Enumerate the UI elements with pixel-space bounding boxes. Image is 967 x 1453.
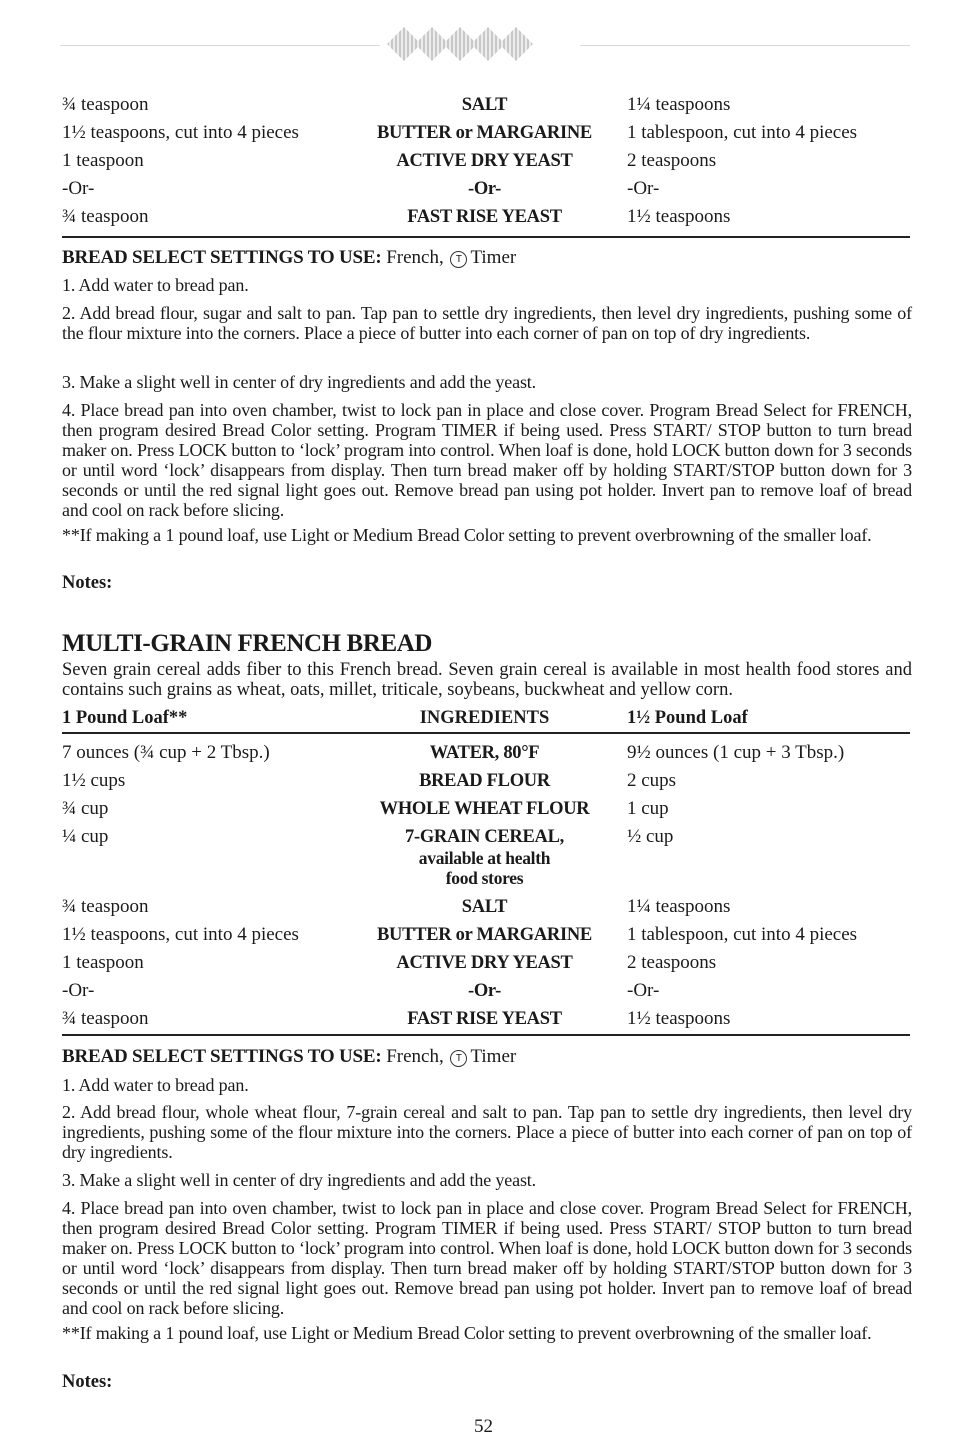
settings-value: French, <box>386 1046 444 1067</box>
small-loaf-amount: ¾ teaspoon <box>62 206 149 227</box>
large-loaf-amount: 2 teaspoons <box>627 150 717 171</box>
recipe-title: MULTI-GRAIN FRENCH BREAD <box>62 630 433 657</box>
loaf-note: **If making a 1 pound loaf, use Light or Medium Bread Color setting to prevent overbrowning of the smaller loaf. <box>62 1323 872 1343</box>
timer-icon: T <box>450 1050 467 1067</box>
small-loaf-amount: ¼ cup <box>62 826 109 847</box>
small-loaf-amount: 7 ounces (¾ cup + 2 Tbsp.) <box>62 742 270 763</box>
ingredient-table-continued <box>62 91 910 231</box>
large-loaf-amount: -Or- <box>627 178 660 199</box>
small-loaf-amount: -Or- <box>62 980 95 1001</box>
small-loaf-amount: ¾ cup <box>62 798 109 819</box>
step-4: 4. Place bread pan into oven chamber, twist to lock pan in place and close cover. Program Bread Select for FRENCH, then program desired Bread Color setting. Program TIMER if being used. Press START/ STOP button to turn bread maker on. Press LOCK button to ‘lock’ program into control. When loaf is done, hold LOCK button down for 3 seconds or until word ‘lock’ disappears from display. Then turn bread maker off by holding START/STOP button down for 3 seconds or until the red signal light goes out. Remove bread pan using pot holder. Invert pan to remove loaf of bread and cool on rack before slicing. <box>62 1198 912 1318</box>
header-large-loaf: 1½ Pound Loaf <box>627 708 748 728</box>
settings-label: BREAD SELECT SETTINGS TO USE: <box>62 1046 382 1067</box>
table-row <box>62 921 910 949</box>
bread-select-settings <box>62 1046 912 1068</box>
small-loaf-amount: ¾ teaspoon <box>62 1008 149 1029</box>
table-row <box>62 823 910 893</box>
page-number: 52 <box>474 1416 493 1437</box>
large-loaf-amount: 1 tablespoon, cut into 4 pieces <box>627 122 858 143</box>
ingredient-name <box>362 823 607 893</box>
large-loaf-amount: -Or- <box>627 980 660 1001</box>
large-loaf-amount: 1¼ teaspoons <box>627 896 731 917</box>
small-loaf-amount: -Or- <box>62 178 95 199</box>
small-loaf-amount: 1½ cups <box>62 770 126 791</box>
settings-value: French, <box>386 247 444 268</box>
notes-label: Notes: <box>62 1372 113 1392</box>
table-header <box>62 708 910 729</box>
table-row <box>62 795 910 823</box>
ingredient-name: -Or- <box>467 179 502 199</box>
header-small-loaf: 1 Pound Loaf** <box>62 708 188 728</box>
ingredient-name: BUTTER or MARGARINE <box>377 925 592 945</box>
step-3: 3. Make a slight well in center of dry ingredients and add the yeast. <box>62 1170 537 1190</box>
ingredient-subline: available at health <box>418 847 551 868</box>
ingredient-name: WHOLE WHEAT FLOUR <box>379 799 590 819</box>
small-loaf-amount: ¾ teaspoon <box>62 94 149 115</box>
header-ingredients: INGREDIENTS <box>419 708 550 728</box>
header-decoration <box>60 28 910 62</box>
ingredient-name: FAST RISE YEAST <box>407 1009 562 1029</box>
table-row <box>62 949 910 977</box>
large-loaf-amount: 1¼ teaspoons <box>627 94 731 115</box>
ingredient-name: WATER, 80°F <box>429 743 540 763</box>
table-row <box>62 119 910 147</box>
large-loaf-amount: 9½ ounces (1 cup + 3 Tbsp.) <box>627 742 845 763</box>
step-1: 1. Add water to bread pan. <box>62 1075 249 1095</box>
step-2: 2. Add bread flour, whole wheat flour, 7-grain cereal and salt to pan. Tap pan to settle dry ingredients, then level dry ingredients, pushing some of the flour mixture into the corners. Place a piece of butter into each corner of pan on top of dry ingredients. <box>62 1102 912 1162</box>
table-bottom-rule <box>62 1034 910 1036</box>
settings-label: BREAD SELECT SETTINGS TO USE: <box>62 247 382 268</box>
large-loaf-amount: 2 teaspoons <box>627 952 717 973</box>
timer-label: Timer <box>470 1046 517 1067</box>
small-loaf-amount: 1 teaspoon <box>62 952 144 973</box>
small-loaf-amount: 1½ teaspoons, cut into 4 pieces <box>62 924 299 945</box>
ingredient-name: -Or- <box>467 981 502 1001</box>
large-loaf-amount: 1 cup <box>627 798 669 819</box>
step-3: 3. Make a slight well in center of dry ingredients and add the yeast. <box>62 372 537 392</box>
table-row <box>62 147 910 175</box>
ingredient-subline: food stores <box>445 868 524 888</box>
ingredient-name: ACTIVE DRY YEAST <box>396 953 573 973</box>
recipe-intro: Seven grain cereal adds fiber to this French bread. Seven grain cereal is available in most health food stores and contains such grains as wheat, oats, millet, triticale, soybeans, buckwheat and yellow corn. <box>62 660 912 700</box>
step-1: 1. Add water to bread pan. <box>62 275 249 295</box>
header-rule-left <box>60 45 380 46</box>
table-row <box>62 175 910 203</box>
diamond-ornament <box>390 28 530 56</box>
table-bottom-rule <box>62 236 910 238</box>
diamond-icon <box>499 27 533 61</box>
large-loaf-amount: 2 cups <box>627 770 677 791</box>
notes-label: Notes: <box>62 573 113 593</box>
small-loaf-amount: 1½ teaspoons, cut into 4 pieces <box>62 122 299 143</box>
large-loaf-amount: 1½ teaspoons <box>627 206 731 227</box>
table-row <box>62 739 910 767</box>
loaf-note: **If making a 1 pound loaf, use Light or Medium Bread Color setting to prevent overbrowning of the smaller loaf. <box>62 525 872 545</box>
ingredient-name: BUTTER or MARGARINE <box>377 123 592 143</box>
timer-icon: T <box>450 251 467 268</box>
small-loaf-amount: ¾ teaspoon <box>62 896 149 917</box>
ingredient-table <box>62 739 910 1033</box>
table-row <box>62 893 910 921</box>
table-row <box>62 767 910 795</box>
large-loaf-amount: 1½ teaspoons <box>627 1008 731 1029</box>
ingredient-name: SALT <box>461 95 508 115</box>
header-rule <box>62 732 910 734</box>
ingredient-name: ACTIVE DRY YEAST <box>396 151 573 171</box>
ingredient-name: BREAD FLOUR <box>419 771 550 791</box>
ingredient-name: FAST RISE YEAST <box>407 207 562 227</box>
bread-select-settings <box>62 247 912 269</box>
table-row <box>62 1005 910 1033</box>
large-loaf-amount: 1 tablespoon, cut into 4 pieces <box>627 924 858 945</box>
step-4: 4. Place bread pan into oven chamber, twist to lock pan in place and close cover. Program Bread Select for FRENCH, then program desired Bread Color setting. Program TIMER if being used. Press START/ STOP button to turn bread maker on. Press LOCK button to ‘lock’ program into control. When loaf is done, hold LOCK button down for 3 seconds or until word ‘lock’ disappears from display. Then turn bread maker off by holding START/STOP button down for 3 seconds or until the red signal light goes out. Remove bread pan using pot holder. Invert pan to remove loaf of bread and cool on rack before slicing. <box>62 400 912 520</box>
small-loaf-amount: 1 teaspoon <box>62 150 144 171</box>
table-row <box>62 91 910 119</box>
table-row <box>62 977 910 1005</box>
header-rule-right <box>580 45 910 46</box>
step-2: 2. Add bread flour, sugar and salt to pan. Tap pan to settle dry ingredients, then level dry ingredients, pushing some of the flour mixture into the corners. Place a piece of butter into each corner of pan on top of dry ingredients. <box>62 303 912 343</box>
ingredient-line: 7-GRAIN CEREAL, <box>405 827 564 847</box>
large-loaf-amount: ½ cup <box>627 826 674 847</box>
ingredient-name: SALT <box>461 897 508 917</box>
timer-label: Timer <box>470 247 517 268</box>
table-row <box>62 203 910 231</box>
